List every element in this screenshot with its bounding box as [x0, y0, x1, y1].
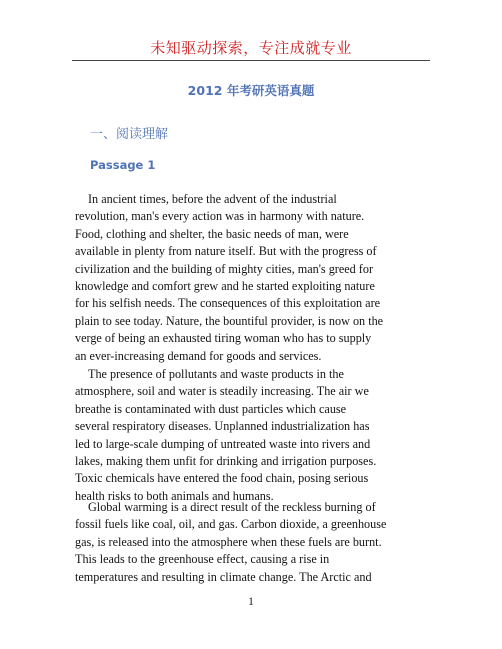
paragraph-1 — [75, 191, 437, 365]
paragraph-line: available in plenty from nature itself. But with the progress of — [75, 244, 377, 259]
paragraph-line: This leads to the greenhouse effect, causing a rise in — [75, 552, 330, 567]
paragraph-line: verge of being an exhausted tiring woman who has to supply — [75, 331, 372, 346]
paragraph-line: several respiratory diseases. Unplanned industrialization has — [75, 419, 370, 434]
paragraph-line: Global warming is a direct result of the reckless burning of — [88, 500, 376, 514]
paragraph-3 — [75, 499, 437, 586]
paragraph-line: Toxic chemicals have entered the food chain, posing serious — [75, 471, 369, 486]
paragraph-line: led to large-scale dumping of untreated waste into rivers and — [75, 436, 371, 451]
paragraph-line: The presence of pollutants and waste products in the — [88, 367, 344, 381]
header-divider — [72, 60, 430, 61]
paragraph-line: knowledge and comfort grew and he started exploiting nature — [75, 279, 375, 294]
page-header-slogan: 未知驱动探索，专注成就专业 — [150, 39, 352, 57]
paragraph-line: gas, is released into the atmosphere when these fuels are burnt. — [75, 534, 382, 549]
paragraph-line: temperatures and resulting in climate change. The Arctic and — [75, 569, 372, 584]
paragraph-line: breathe is contaminated with dust particles which cause — [75, 401, 347, 416]
page-number: 1 — [248, 594, 254, 608]
paragraph-2 — [75, 366, 437, 505]
paragraph-line: plain to see today. Nature, the bountiful provider, is now on the — [75, 313, 384, 328]
paragraph-line: an ever-increasing demand for goods and services. — [75, 348, 322, 363]
paragraph-line: health risks to both animals and humans. — [75, 488, 274, 503]
paragraph-line: fossil fuels like coal, oil, and gas. Carbon dioxide, a greenhouse — [75, 517, 387, 532]
paragraph-line: for his selfish needs. The consequences of this exploitation are — [75, 296, 381, 311]
paragraph-line: Food, clothing and shelter, the basic needs of man, were — [75, 226, 349, 241]
paragraph-line: atmosphere, soil and water is steadily increasing. The air we — [75, 384, 369, 399]
section-heading: 一、阅读理解 — [90, 127, 169, 142]
paragraph-line: revolution, man's every action was in harmony with nature. — [75, 209, 365, 224]
document-title: 2012 年考研英语真题 — [187, 83, 315, 98]
passage-label: Passage 1 — [90, 158, 156, 172]
paragraph-line: civilization and the building of mighty cities, man's greed for — [75, 261, 374, 276]
paragraph-line: In ancient times, before the advent of the industrial — [88, 192, 337, 206]
paragraph-line: lakes, making them unfit for drinking and irrigation purposes. — [75, 454, 377, 469]
